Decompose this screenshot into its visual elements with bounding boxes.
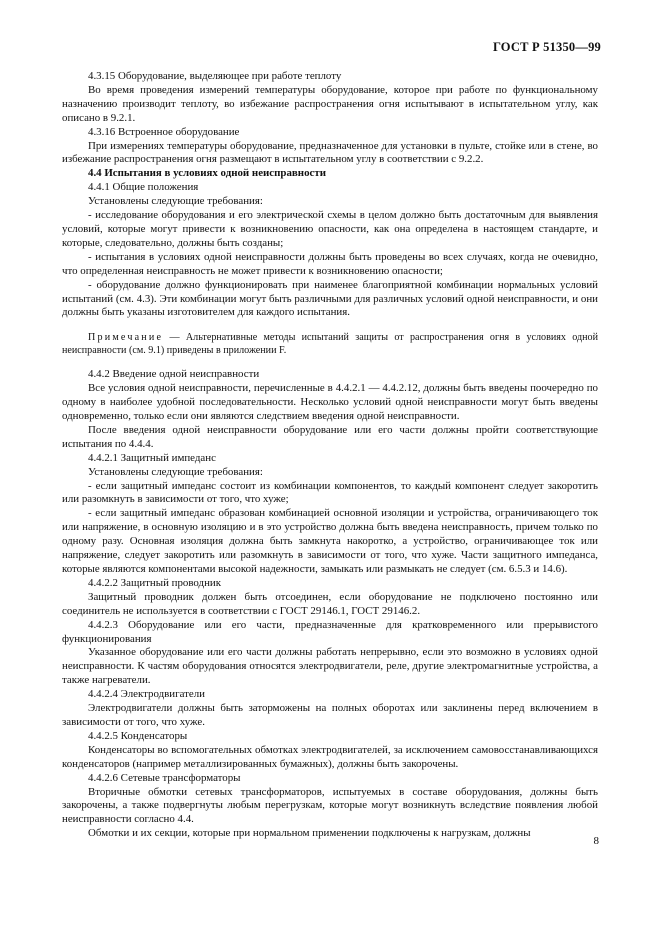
paragraph: 4.4.1 Общие положения [88, 181, 199, 194]
document-code: ГОСТ Р 51350—99 [492, 40, 601, 54]
paragraph: Обмотки и их секции, которые при нормальном применении подключены к нагрузкам, должны [88, 827, 531, 840]
paragraph: 4.3.15 Оборудование, выделяющее при работе теплоту [88, 70, 342, 82]
page-number: 8 [593, 835, 599, 847]
paragraph: 4.4.2.3 Оборудование или его части, предназначенные для кратковременного или прерывистого функционирования [62, 618, 598, 645]
paragraph: 4.4.2 Введение одной неисправности [88, 368, 260, 381]
paragraph: Установлены следующие требования: [88, 195, 263, 208]
paragraph: Электродвигатели должны быть заторможены на полных оборотах или заклинены перед включением в зависимости от того, что хуже. [62, 702, 598, 728]
note-label: Примечание [88, 332, 164, 344]
section-heading: 4.4 Испытания в условиях одной неисправности [88, 167, 326, 180]
note-paragraph [62, 331, 598, 357]
paragraph: При измерениях температуры оборудование, предназначенное для установки в пульте, стойке или в стене, во избежание распространения огня размещают в испытательном углу в соответствии с 9.2.2. [62, 139, 598, 166]
paragraph: - оборудование должно функционировать при наименее благоприятной комбинации нормальных условий испытаний (см. 4.3). Эти комбинации могут быть различными для различных условий одной неисправности, и они должны быть указаны изготовителем для каждого испытания. [62, 278, 598, 319]
paragraph: После введения одной неисправности оборудование или его части должны пройти соответствующие испытания по 4.4.4. [62, 423, 598, 450]
paragraph: 4.4.2.2 Защитный проводник [88, 576, 222, 589]
paragraph: - если защитный импеданс образован комбинацией основной изоляции и устройства, ограничивающего ток или напряжение, в основную изоляцию и в это устройство должна быть введена неисправность, причем только по одному разу. Основная изоляция должна быть замкнута накоротко, а устройство, ограничивающее ток или напряжение, следует закоротить или разомкнуть в зависимости от того, что хуже. Части защитного импеданса, которые являются компонентами высокой надежности, замыкать или размыкать не следует (см. 6.5.3 и 14.6). [62, 507, 598, 575]
document-body [62, 70, 598, 841]
paragraph: Указанное оборудование или его части должны работать непрерывно, если это возможно в условиях одной неисправности. К частям оборудования относятся электродвигатели, реле, другие электромагнитные устройства, а также нагреватели. [62, 646, 598, 687]
paragraph: Защитный проводник должен быть отсоединен, если оборудование не подключено постоянно или соединитель не используется в соответствии с ГОСТ 29146.1, ГОСТ 29146.2. [62, 590, 598, 617]
paragraph: - если защитный импеданс состоит из комбинации компонентов, то каждый компонент следует закоротить или разомкнуть в зависимости от того, что хуже; [62, 479, 598, 506]
paragraph: 4.3.16 Встроенное оборудование [88, 125, 240, 138]
note-text: — Альтернативные методы испытаний защиты от распространения огня в условиях одной неисправности (см. 9.1) приведены в приложении F. [62, 332, 598, 357]
paragraph: Установлены следующие требования: [88, 465, 263, 478]
paragraph: 4.4.2.5 Конденсаторы [88, 729, 188, 742]
paragraph: Все условия одной неисправности, перечисленные в 4.4.2.1 — 4.4.2.12, должны быть введены поочередно по одному в наиболее удобной последовательности. Несколько условий одной неисправности могут быть введены одновременно, только если они являются следствием введения одной неисправности. [62, 382, 598, 423]
paragraph: 4.4.2.1 Защитный импеданс [88, 451, 216, 464]
paragraph: 4.4.2.4 Электродвигатели [88, 688, 205, 701]
paragraph: - испытания в условиях одной неисправности должны быть проведены во всех случаях, когда не очевидно, что определенная неисправность не может привести к возникновению опасности; [62, 250, 598, 277]
paragraph: Вторичные обмотки сетевых трансформаторов, испытуемых в составе оборудования, должны быть закорочены, а также подвергнуты любым перегрузкам, которые могут возникнуть вследствие появления любой неисправности согласно 4.4. [62, 785, 598, 826]
paragraph: - исследование оборудования и его электрической схемы в целом должно быть достаточным для выявления условий, которые могут привести к возникновению опасности, как она определена в настоящем стандарте, и которые, следовательно, должны быть созданы; [62, 209, 598, 249]
paragraph: 4.4.2.6 Сетевые трансформаторы [88, 771, 241, 784]
paragraph: Во время проведения измерений температуры оборудование, которое при работе по функциональному назначению производит теплоту, во избежание распространения огня испытывают в испытательном углу, как описано в 9.2.1. [62, 83, 598, 124]
paragraph: Конденсаторы во вспомогательных обмотках электродвигателей, за исключением самовосстанавливающихся конденсаторов (например металлизированных бумажных), должны быть закорочены. [62, 743, 598, 770]
